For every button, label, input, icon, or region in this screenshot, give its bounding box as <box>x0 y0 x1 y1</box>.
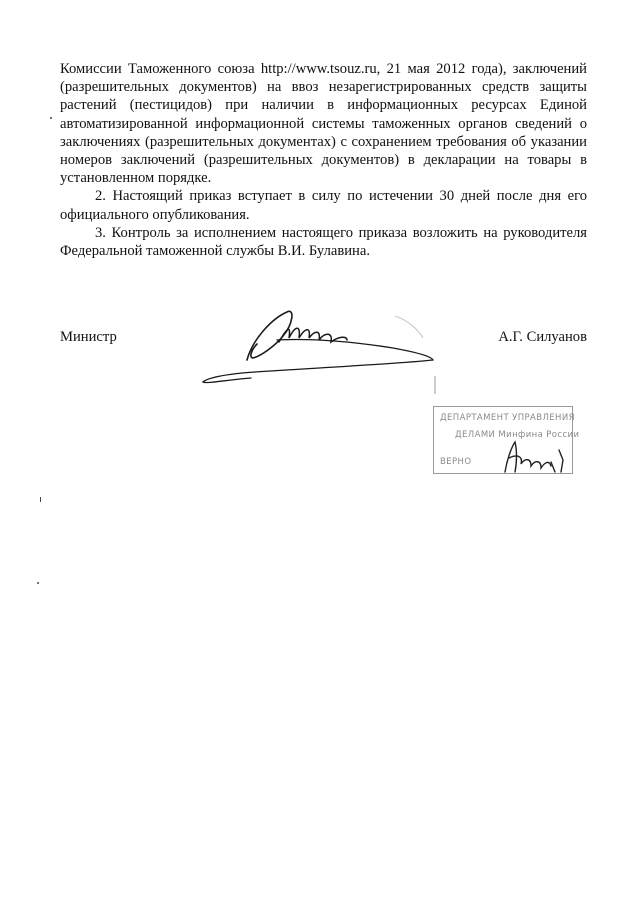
paragraph-continuation: Комиссии Таможенного союза http://www.tsouz.ru, 21 мая 2012 года), заключений (разрешительных документов) на ввоз незарегистрированных средств защиты растений (пестицидов) при наличии в информационных ресурсах Единой автоматизированной информационной системы таможенных органов сведений о заключениях (разрешительных документах) с сохранением требования об указании номеров заключений (разрешительных документов) в декларации на товары в установленном порядке. <box>60 61 587 187</box>
paragraph-3: 3. Контроль за исполнением настоящего приказа возложить на руководителя Федеральной таможенной службы В.И. Булавина. <box>60 224 587 260</box>
stamp-line-2: ДЕЛАМИ Минфина России <box>455 430 580 440</box>
handwritten-signature <box>195 298 445 398</box>
signer-name: А.Г. Силуанов <box>498 329 587 345</box>
stamp-line-1: ДЕПАРТАМЕНТ УПРАВЛЕНИЯ <box>440 413 575 423</box>
scan-speck <box>40 497 41 502</box>
paragraph-2: 2. Настоящий приказ вступает в силу по истечении 30 дней после дня его официального опубликования. <box>60 188 587 223</box>
stamp-line-3: ВЕРНО <box>440 457 472 467</box>
stamp-signature <box>491 436 575 476</box>
document-body <box>60 60 587 260</box>
scan-speck <box>50 117 52 119</box>
certification-stamp <box>433 406 580 474</box>
scan-speck <box>37 582 39 584</box>
signer-position: Министр <box>60 329 117 345</box>
